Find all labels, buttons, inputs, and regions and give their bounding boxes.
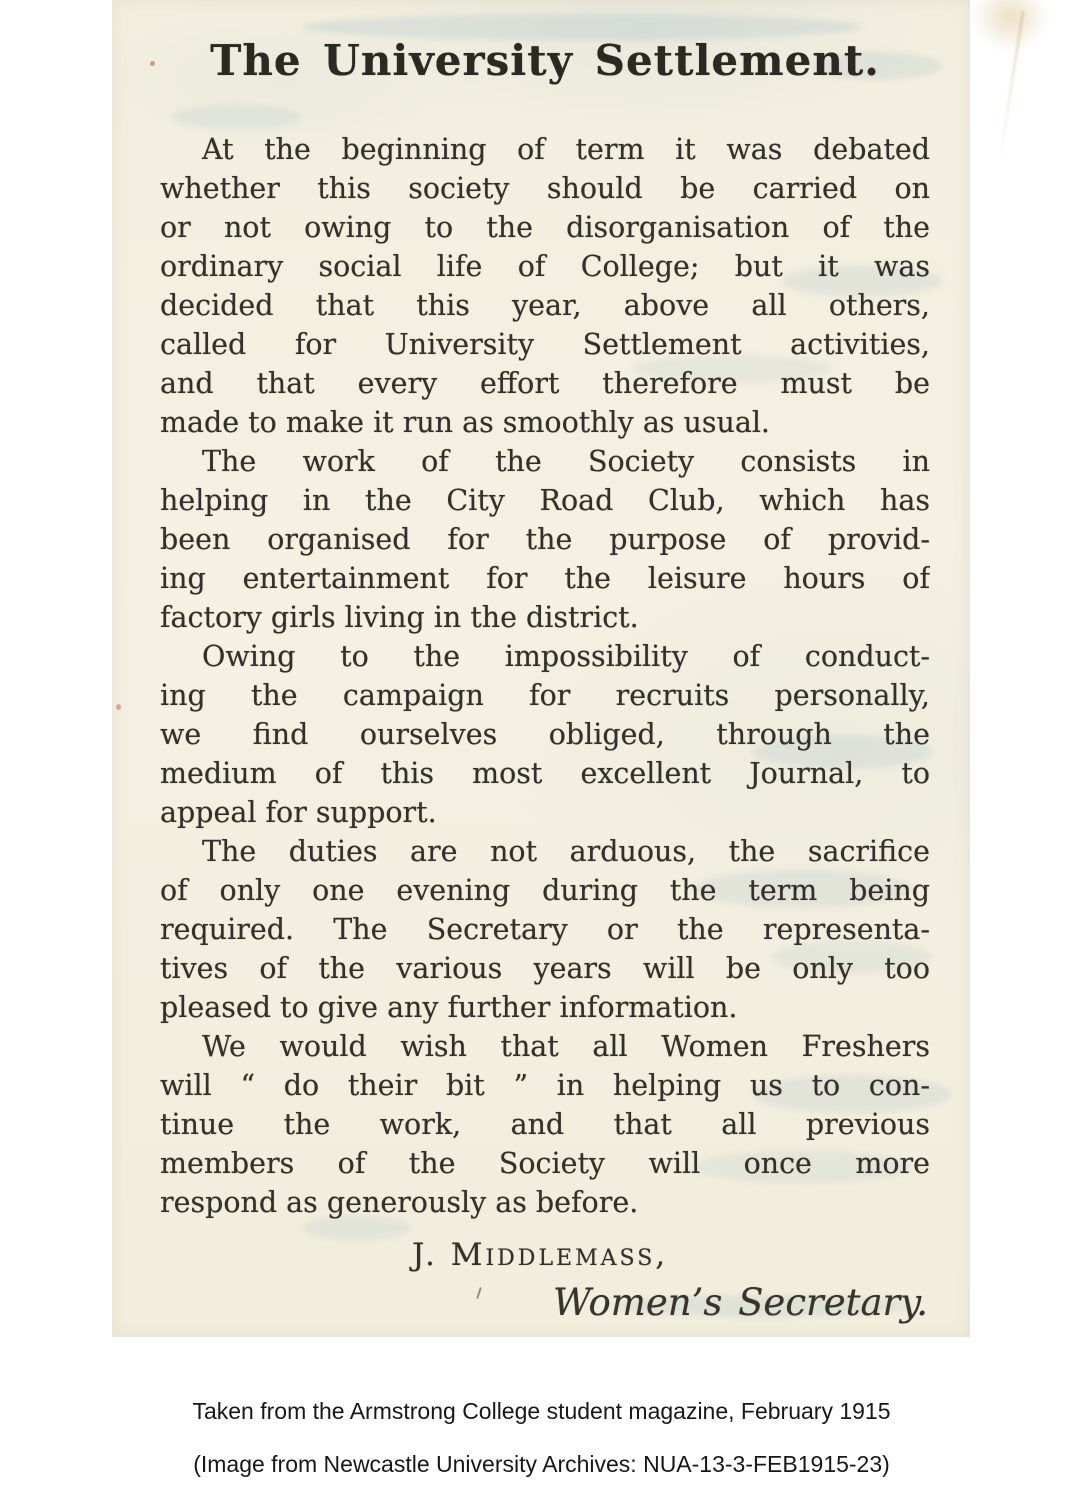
paper-speck	[116, 704, 121, 710]
article-line: ing the campaign for recruits personally,	[160, 679, 930, 712]
article-line: helping in the City Road Club, which has	[160, 484, 930, 517]
article-line: decided that this year, above all others,	[160, 289, 930, 322]
signature-name: J. Middlemass,	[412, 1237, 669, 1273]
article-line: The duties are not arduous, the sacrifice	[202, 835, 930, 868]
article-line: called for University Settlement activities,	[160, 328, 930, 361]
article-line: factory girls living in the district.	[160, 601, 639, 634]
signature-role	[160, 1281, 930, 1325]
article-line: respond as generously as before.	[160, 1186, 639, 1219]
article-line: made to make it run as smoothly as usual.	[160, 406, 770, 439]
signature-role-text: Women’s Secretary.	[552, 1281, 928, 1324]
article-line: appeal for support.	[160, 796, 437, 829]
caption-archive-ref: (Image from Newcastle University Archives: NUA-13-3-FEB1915-23)	[193, 1451, 890, 1477]
article-line: will “ do their bit ” in helping us to con-	[160, 1069, 930, 1102]
paper-stain	[970, 0, 1050, 52]
article-line: or not owing to the disorganisation of the	[160, 211, 930, 244]
article-line: The work of the Society consists in	[202, 445, 930, 478]
article-line: and that every effort therefore must be	[160, 367, 930, 400]
article-line: been organised for the purpose of provid-	[160, 523, 930, 556]
paper-speck	[150, 61, 155, 66]
article-line: tinue the work, and that all previous	[160, 1108, 930, 1141]
article-line: We would wish that all Women Freshers	[202, 1030, 930, 1063]
article-line: we find ourselves obliged, through the	[160, 718, 930, 751]
article-line: members of the Society will once more	[160, 1147, 930, 1180]
article-line: Owing to the impossibility of conduct-	[202, 640, 930, 673]
article-line: ing entertainment for the leisure hours of	[160, 562, 930, 595]
article-line: of only one evening during the term being	[160, 874, 930, 907]
article-line: tives of the various years will be only too	[160, 952, 930, 985]
article-line: At the beginning of term it was debated	[202, 133, 930, 166]
article	[160, 36, 930, 1325]
article-title: The University Settlement.	[210, 36, 880, 85]
article-line: required. The Secretary or the representa-	[160, 913, 930, 946]
article-line: whether this society should be carried on	[160, 172, 930, 205]
article-line: medium of this most excellent Journal, to	[160, 757, 930, 790]
scanned-clipping	[112, 0, 970, 1337]
article-line: pleased to give any further information.	[160, 991, 738, 1024]
ink-mark	[476, 1287, 482, 1299]
caption-source: Taken from the Armstrong College student magazine, February 1915	[192, 1398, 891, 1424]
article-line: ordinary social life of College; but it was	[160, 250, 930, 283]
